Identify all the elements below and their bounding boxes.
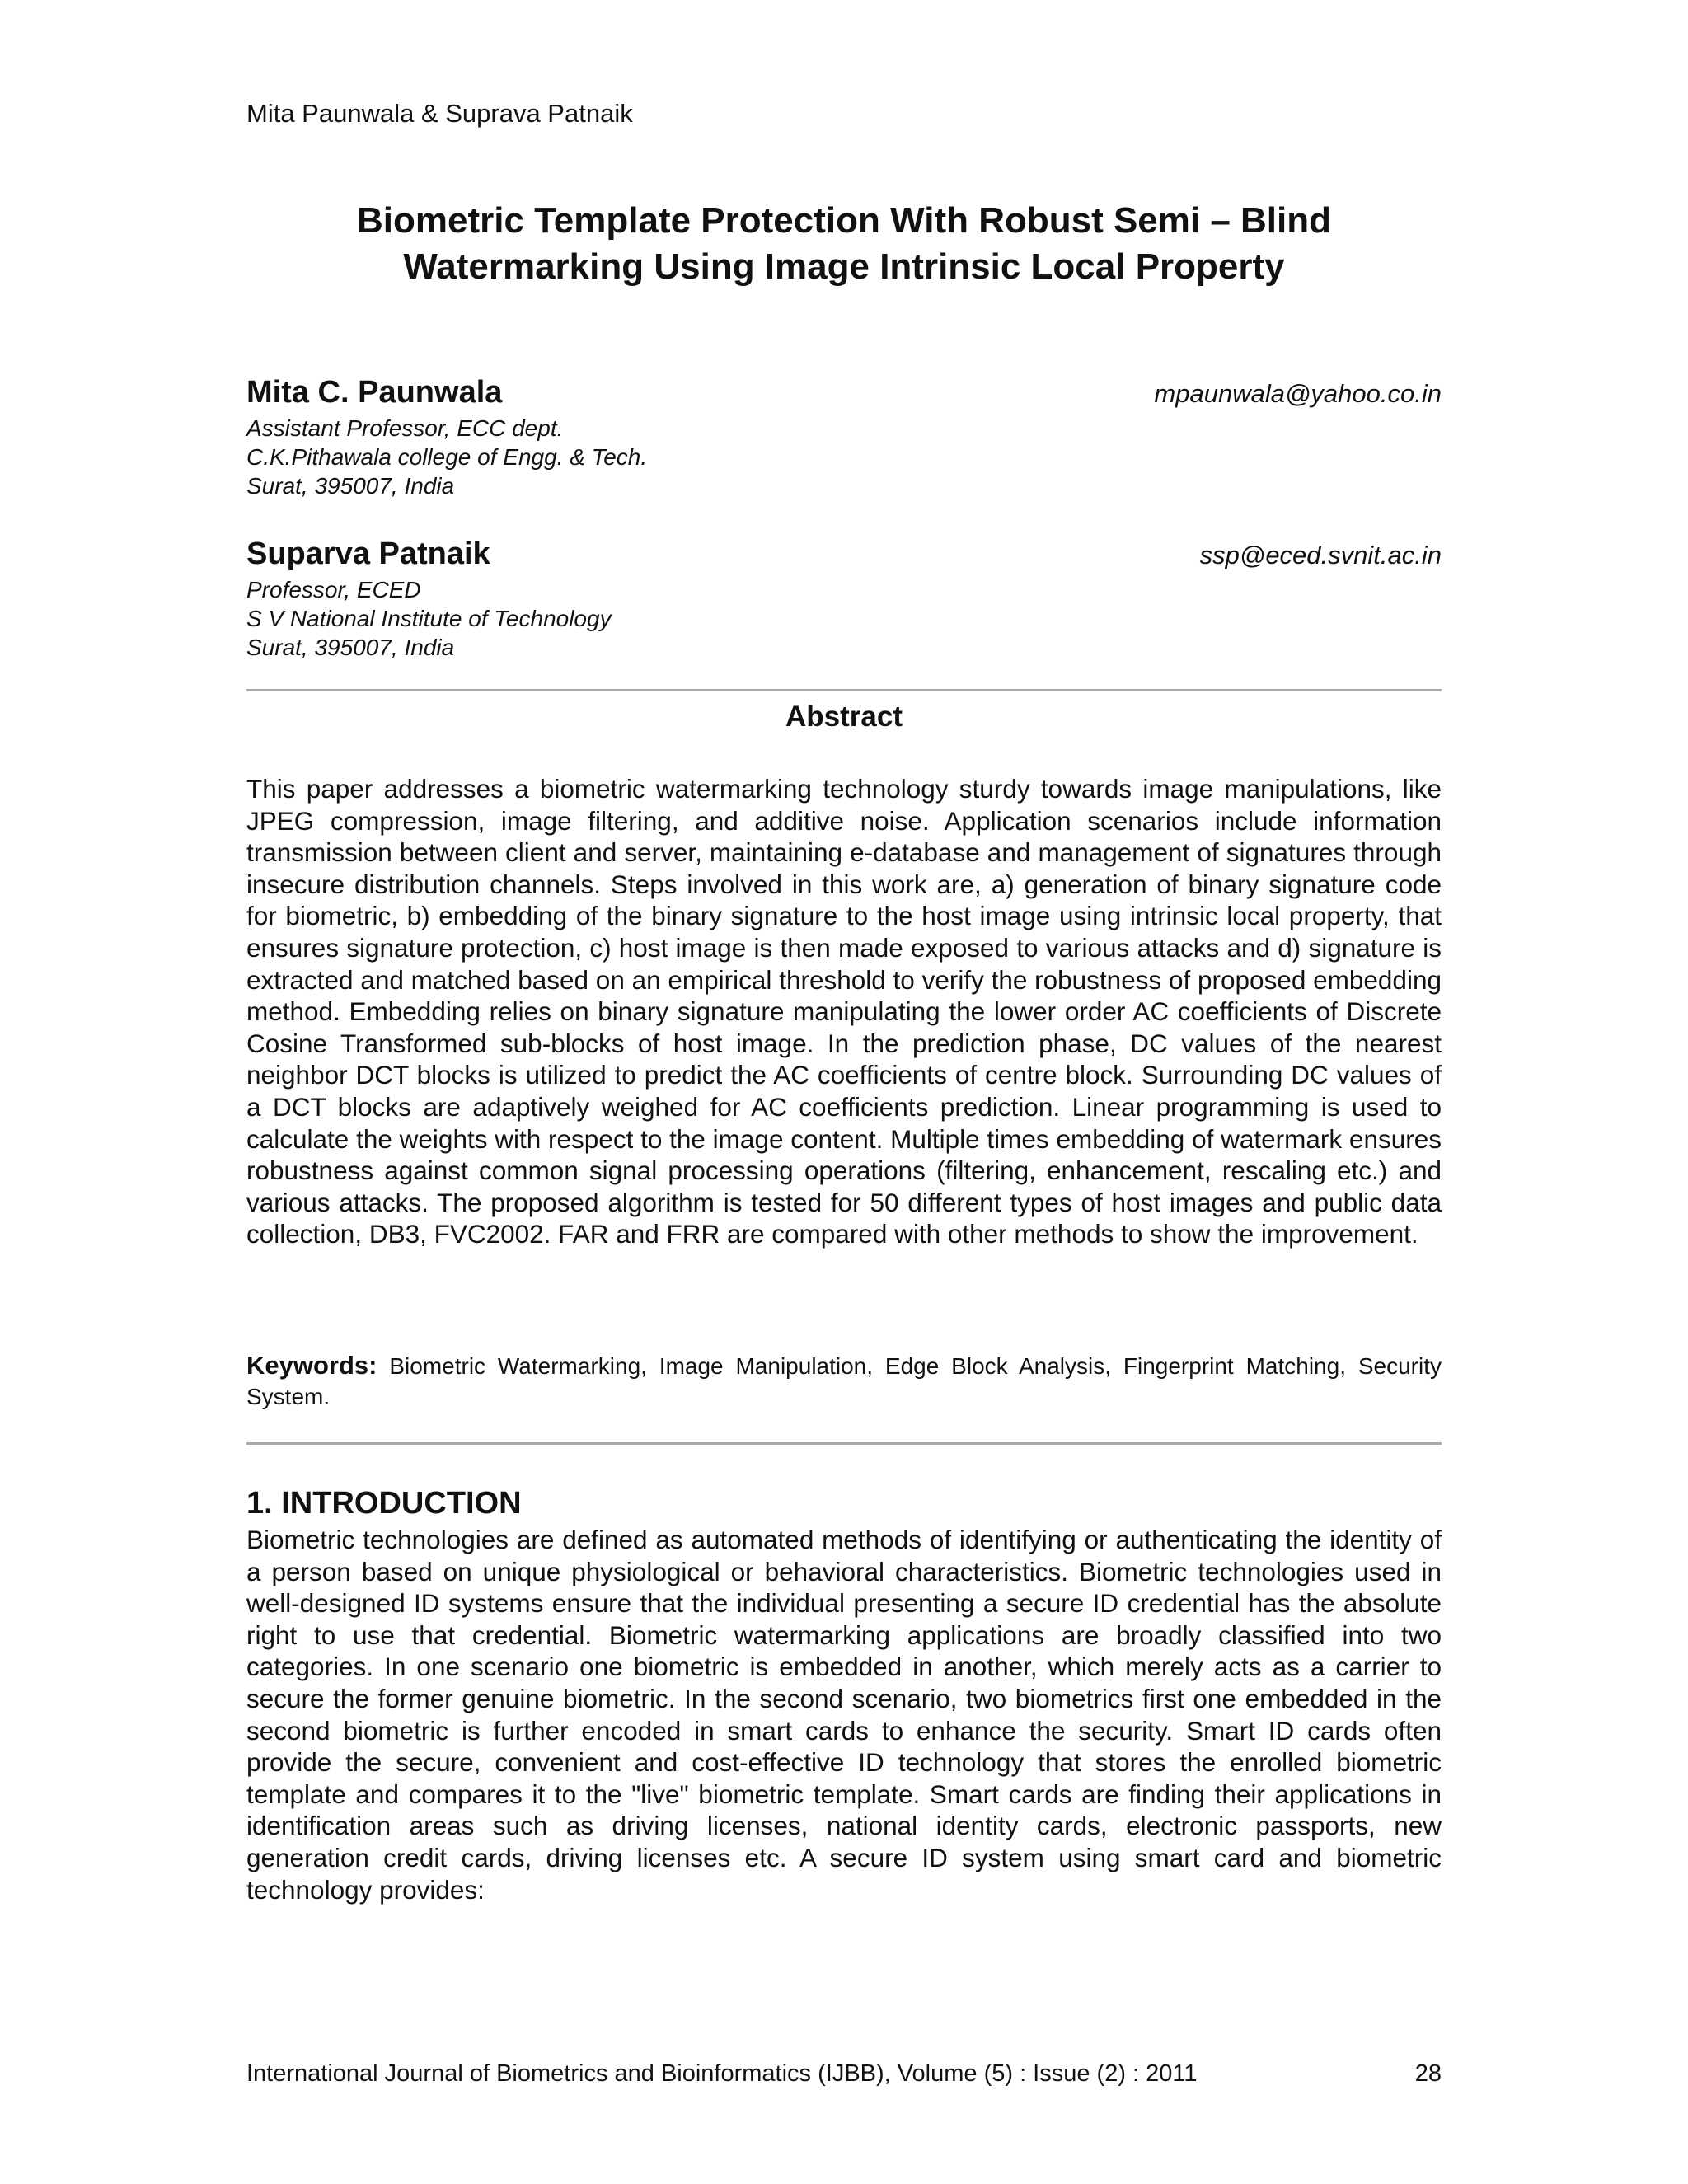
abstract-text: This paper addresses a biometric watermarking technology sturdy towards image manipulations, like JPEG compression, image filtering, and additive noise. Application scenarios include information transmission between client and server, maintaining e-database and management of signatures through insecure distribution channels. Steps involved in this work are, a) generation of binary signature code for biometric, b) embedding of the binary signature to the host image using intrinsic local property, that ensures signature protection, c) host image is then made exposed to various attacks and d) signature is extracted and matched based on an empirical threshold to verify the robustness of proposed embedding method. Embedding relies on binary signature manipulating the lower order AC coefficients of Discrete Cosine Transformed sub-blocks of host image. In the prediction phase, DC values of the nearest neighbor DCT blocks is utilized to predict the AC coefficients of centre block. Surrounding DC values of a DCT blocks are adaptively weighed for AC coefficients prediction. Linear programming is used to calculate the weights with respect to the image content. Multiple times embedding of watermark ensures robustness against common signal processing operations (filtering, enhancement, rescaling etc.) and various attacks. The proposed algorithm is tested for 50 different types of host images and public data collection, DB3, FVC2002. FAR and FRR are compared with other methods to show the improvement.: [246, 774, 1442, 1249]
author-block-2: [246, 534, 1442, 662]
introduction-heading: 1. INTRODUCTION: [246, 1486, 522, 1521]
paper-title-line-1: Biometric Template Protection With Robust Semi – Blind: [356, 200, 1332, 241]
author-affiliation-line: Professor, ECED: [246, 577, 421, 602]
paper-title: [246, 198, 1442, 290]
page-footer: [246, 2058, 1442, 2089]
introduction-text: Biometric technologies are defined as automated methods of identifying or authenticating the identity of a person based on unique physiological or behavioral characteristics. Biometric technologies used in well-designed ID systems ensure that the individual presenting a secure ID credential has the absolute right to use that credential. Biometric watermarking applications are broadly classified into two categories. In one scenario one biometric is embedded in another, which merely acts as a carrier to secure the former genuine biometric. In the second scenario, two biometrics first one embedded in the second biometric is further encoded in smart cards to enhance the security. Smart ID cards often provide the secure, convenient and cost-effective ID technology that stores the enrolled biometric template and compares it to the "live" biometric template. Smart cards are finding their applications in identification areas such as driving licenses, national identity cards, electronic passports, new generation credit cards, driving licenses etc. A secure ID system using smart card and biometric technology provides:: [246, 1525, 1442, 1905]
keywords-text: Biometric Watermarking, Image Manipulation, Edge Block Analysis, Fingerprint Matching, Security System.: [246, 1353, 1442, 1409]
section-divider: [246, 689, 1442, 691]
running-header: Mita Paunwala & Suprava Patnaik: [246, 99, 633, 128]
abstract-heading: Abstract: [785, 701, 903, 733]
author-affiliation-line: Surat, 395007, India: [246, 635, 455, 660]
paper-title-line-2: Watermarking Using Image Intrinsic Local Property: [403, 246, 1285, 287]
author-name: Suparva Patnaik: [246, 537, 490, 571]
section-divider: [246, 1442, 1442, 1445]
keywords: [246, 1350, 1442, 1412]
author-affiliation-line: Surat, 395007, India: [246, 473, 455, 499]
author-affiliation-line: S V National Institute of Technology: [246, 606, 612, 631]
journal-citation: International Journal of Biometrics and Bioinformatics (IJBB), Volume (5) : Issue (2) : 2011: [246, 2060, 1198, 2087]
page-number: 28: [1414, 2060, 1442, 2087]
author-block-1: [246, 373, 1442, 500]
keywords-label: Keywords:: [246, 1351, 377, 1380]
author-affiliation-line: Assistant Professor, ECC dept.: [246, 415, 564, 441]
author-email: mpaunwala@yahoo.co.in: [1154, 379, 1442, 408]
author-name: Mita C. Paunwala: [246, 375, 503, 410]
author-email: ssp@eced.svnit.ac.in: [1199, 541, 1442, 569]
author-affiliation-line: C.K.Pithawala college of Engg. & Tech.: [246, 444, 648, 470]
